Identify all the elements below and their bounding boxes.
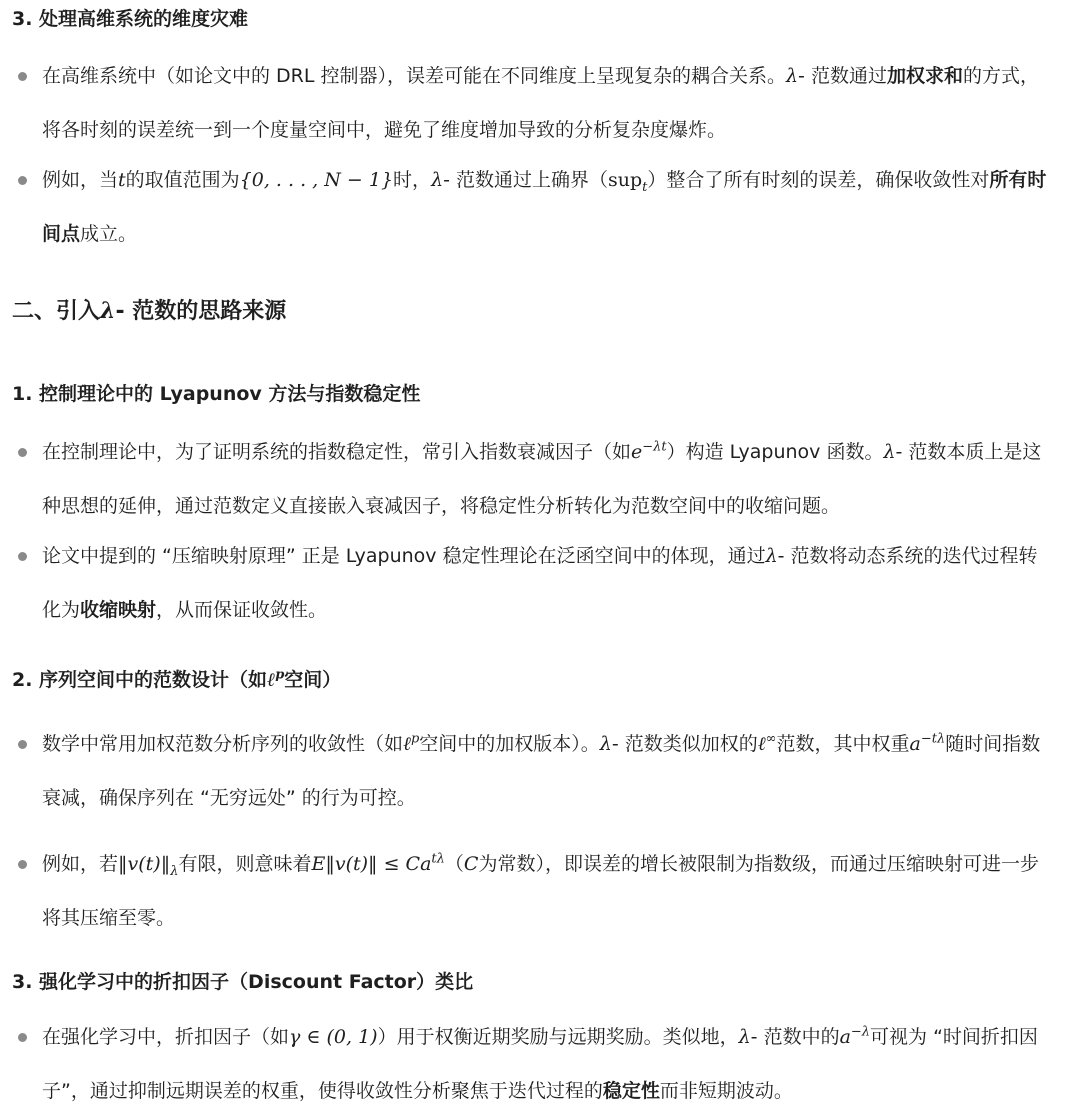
bullet-dot xyxy=(18,860,27,869)
bullet-dot xyxy=(18,448,27,457)
part-2-title: 二、引入λ- 范数的思路来源 xyxy=(12,298,287,324)
sec3-bullet-2: 例如，当t的取值范围为{0, . . . , N − 1}时，λ- 范数通过上确界（sup$_t$）整合了所有时刻的误差，确保收敛性对所有时间点成立。 xyxy=(42,169,1047,245)
sec3-bullet-1: 在高维系统中（如论文中的 DRL 控制器），误差可能在不同维度上呈现复杂的耦合关系。λ- 范数通过加权求和的方式，将各时刻的误差统一到一个度量空间中，避免了维度增加导致的分析复杂度爆炸。 xyxy=(42,65,1039,141)
s1-bullet-2: 论文中提到的 “压缩映射原理” 正是 Lyapunov 稳定性理论在泛函空间中的体现，通过λ- 范数将动态系统的迭代过程转化为收缩映射，从而保证收敛性。 xyxy=(42,545,1038,621)
subsection-1-title: 1. 控制理论中的 Lyapunov 方法与指数稳定性 xyxy=(12,383,421,405)
subsection-2-title: 2. 序列空间中的范数设计（如ℓ$^p$空间） xyxy=(12,667,342,691)
s2-bullet-2: 例如，若$‖v(t)‖_\lambda$有限，则意味着E‖v(t)‖ ≤ $Ca^{t\lambda}(C$为常数），即误差的增长被限制为指数级，而通过压缩映射可进一步将其压缩至零。 xyxy=(42,851,1039,929)
bullet-dot xyxy=(18,72,27,81)
bullet-dot xyxy=(18,1033,27,1042)
s2-bullet-1: 数学中常用加权范数分析序列的收敛性（如ℓ$^p$空间中的加权版本）。λ- 范数类似加权的ℓ∞范数，其中权重$a^{-t\lambda}$随时间指数衰减，确保序列在 “无穷远处” 的行为可控。 xyxy=(42,731,1041,809)
s1-bullet-1: 在控制理论中，为了证明系统的指数稳定性，常引入指数衰减因子（如$e^{-\lambda t}$）构造 Lyapunov 函数。λ- 范数本质上是这种思想的延伸，通过范数定义直接嵌入衰减因子，将稳定性分析转化为范数空间中的收缩问题。 xyxy=(42,439,1042,517)
subsection-3-title: 3. 强化学习中的折扣因子（Discount Factor）类比 xyxy=(12,971,474,993)
bullet-dot xyxy=(18,552,27,561)
bullet-dot xyxy=(18,176,27,185)
section-3-title: 3. 处理高维系统的维度灾难 xyxy=(12,8,249,30)
bullet-dot xyxy=(18,740,27,749)
s3-bullet-1: 在强化学习中，折扣因子（如γ ∈ (0, 1)）用于权衡近期奖励与远期奖励。类似地，λ- 范数中的$a^{-\lambda}$可视为 “时间折扣因子”，通过抑制远期误差的权重，使得收敛性分析聚焦于迭代过程的稳定性而非短期波动。 xyxy=(42,1024,1038,1102)
